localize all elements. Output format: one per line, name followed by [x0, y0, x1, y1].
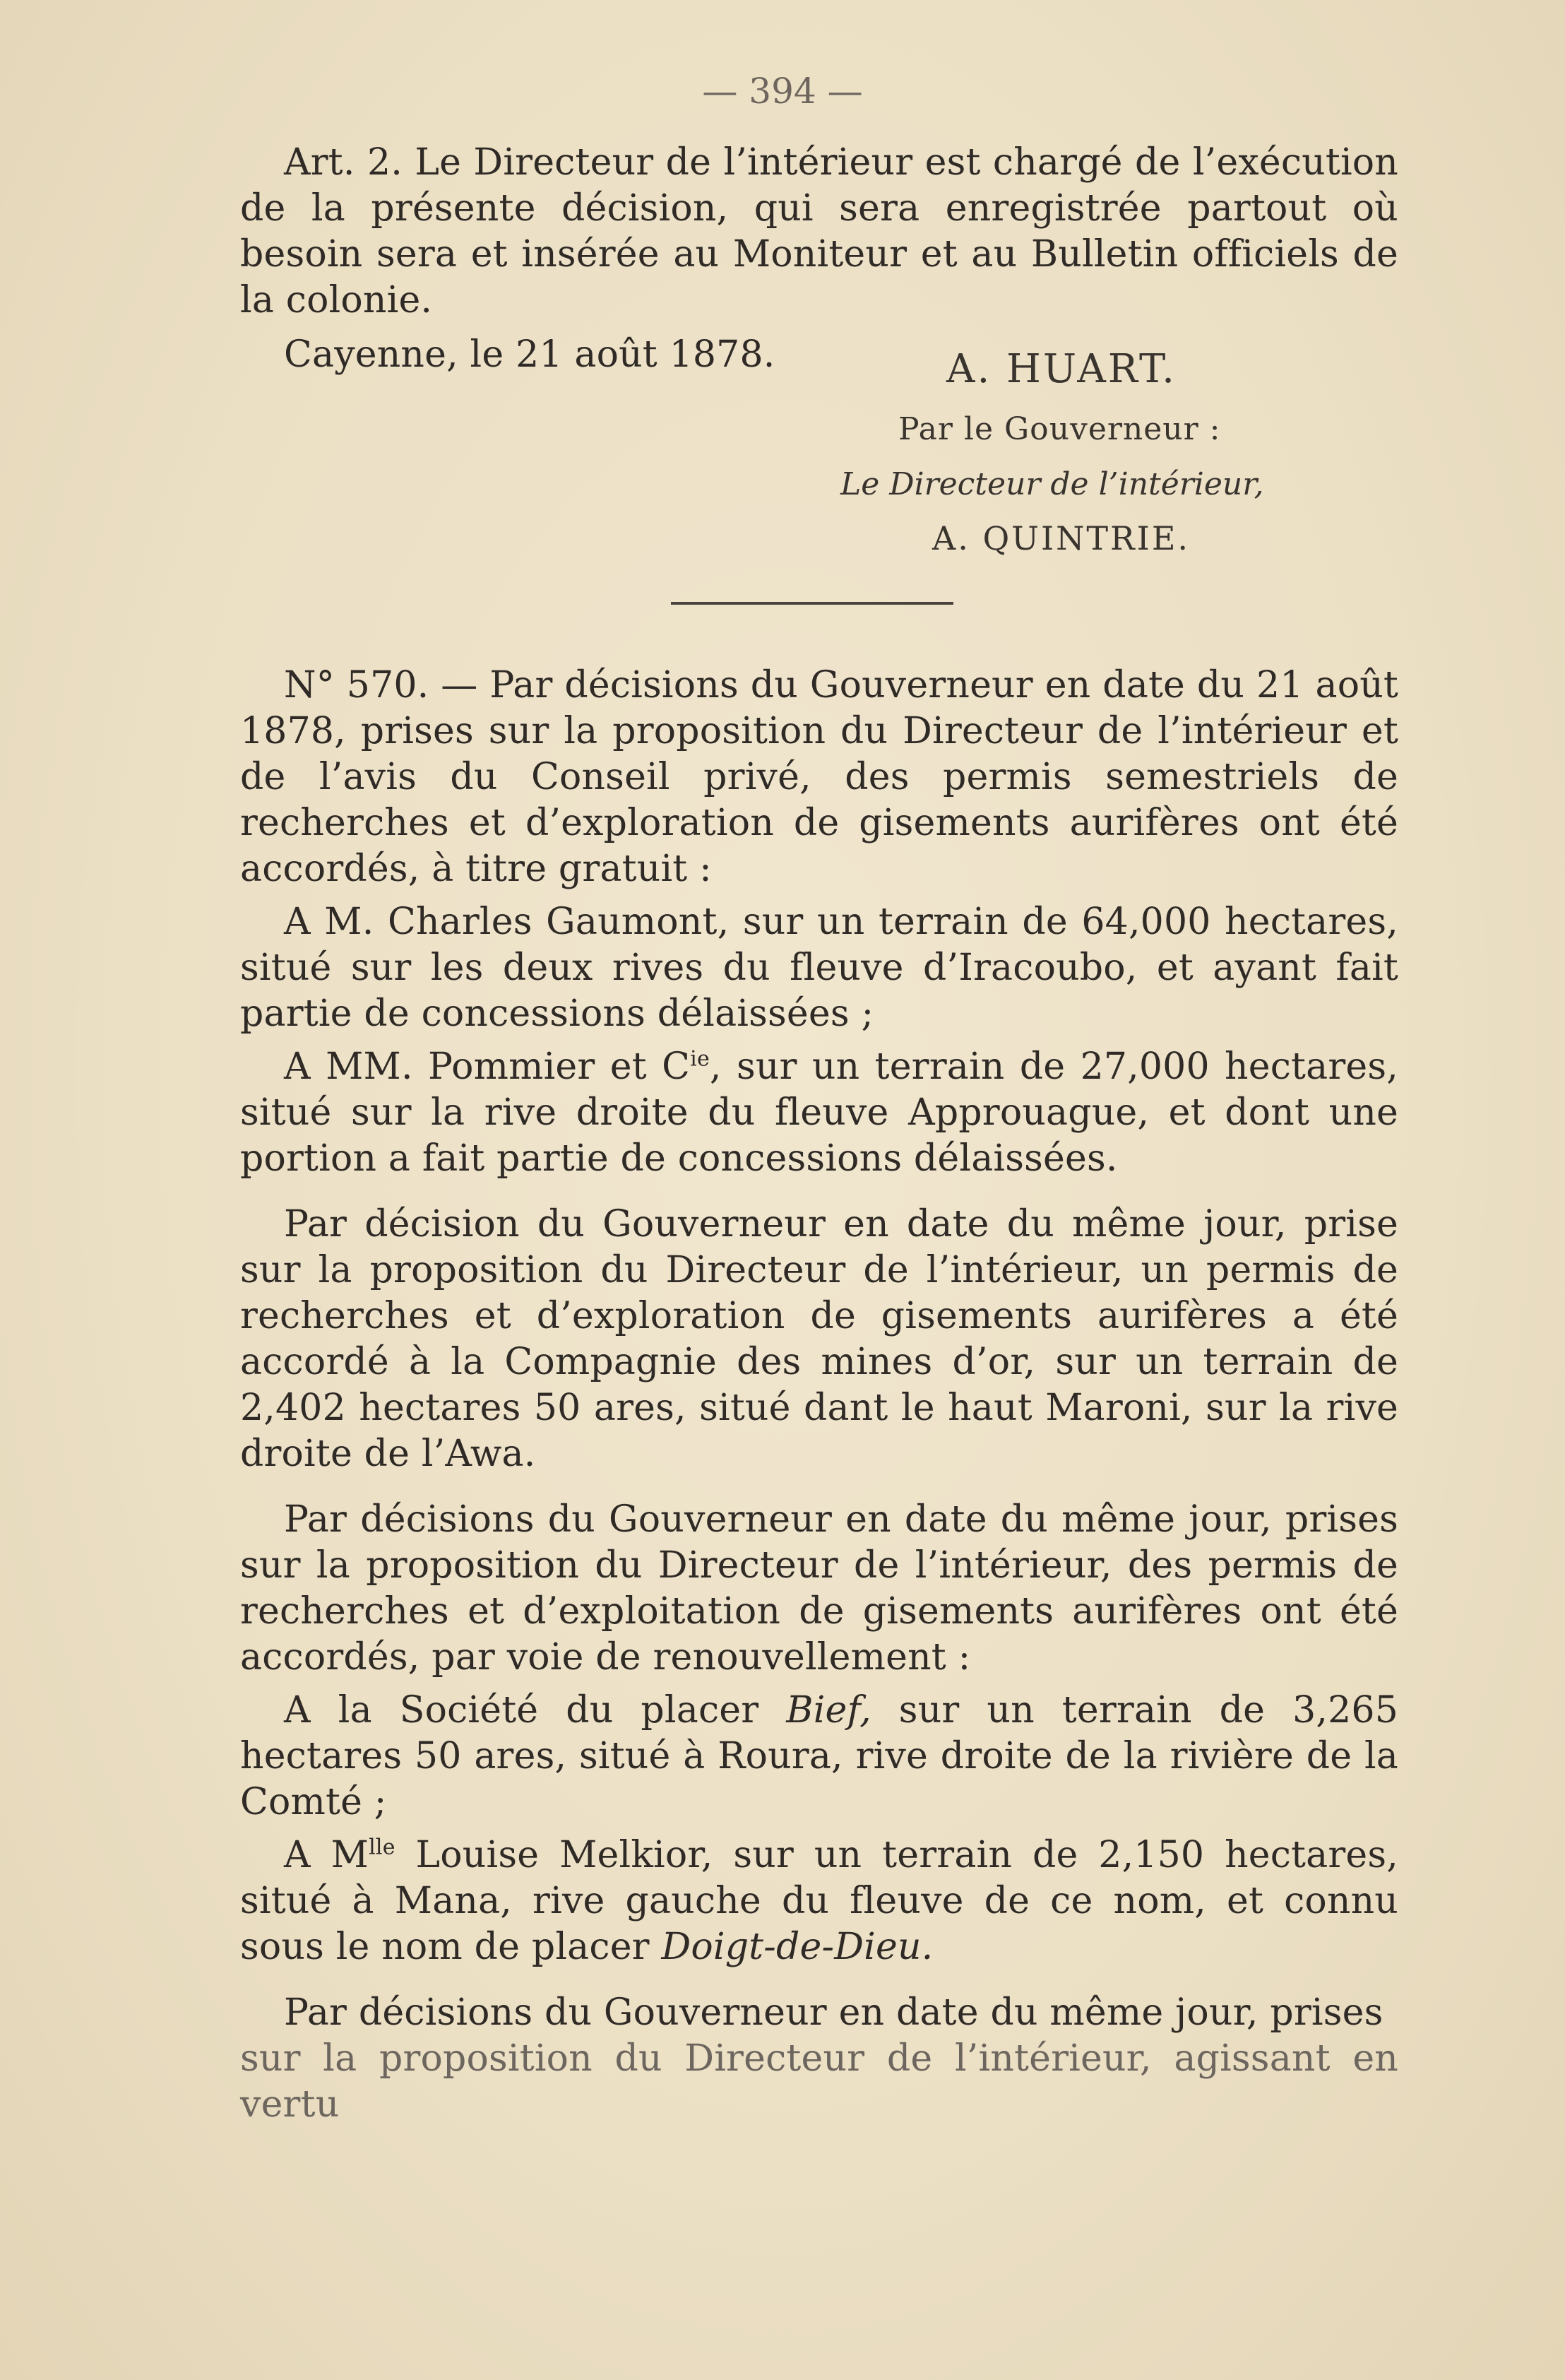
paragraph-pommier: [240, 1044, 1398, 1182]
paragraph-bief-text-b: sur un terrain de 3,265 hectares 50 ares, situé à Roura, rive droite de la rivière de la Comté ;: [240, 1689, 1398, 1823]
paragraph-melkior-text-a: A M: [284, 1834, 369, 1876]
signature-par: Par le Gouverneur :: [898, 411, 1221, 447]
page-number: — 394 —: [702, 71, 863, 112]
paragraph-compagnie: Par décision du Gouverneur en date du même jour, prise sur la proposition du Directeur de l’intérieur, un permis de recherches et d’exploration de gisements aurifères a été accordé à la Compagnie des mines d’or, sur un terrain de 2,402 hectares 50 ares, situé dant le haut Maroni, sur la rive droite de l’Awa.: [240, 1203, 1398, 1475]
paragraph-bief-text-a: A la Société du placer: [284, 1689, 787, 1731]
paragraph-final-line-2: sur la proposition du Directeur de l’intérieur, agissant en vertu: [240, 2037, 1398, 2126]
signature-name: A. HUART.: [946, 346, 1177, 392]
paragraph-gaumont: A M. Charles Gaumont, sur un terrain de 64,000 hectares, situé sur les deux rives du fleuve d’Iracoubo, et ayant fait partie de concessions délaissées ;: [240, 901, 1398, 1035]
paragraph-melkior-text-b: Louise Melkior, sur un terrain de 2,150 hectares, situé à Mana, rive gauche du fleuve de ce nom, et connu sous le nom de placer: [240, 1834, 1399, 1968]
placer-doigt-de-dieu-name: Doigt-de-Dieu.: [661, 1926, 934, 1968]
paragraph-final-line-1: Par décisions du Gouverneur en date du même jour, prises: [284, 1991, 1383, 2034]
art2-paragraph: Art. 2. Le Directeur de l’intérieur est chargé de l’exécution de la présente décision, qui sera enregistrée partout où besoin sera et insérée au Moniteur et au Bulletin officiels de la colonie.: [240, 141, 1398, 321]
placer-bief-name: Bief,: [786, 1689, 871, 1731]
place-date: Cayenne, le 21 août 1878.: [284, 333, 775, 376]
signature-name-2: A. QUINTRIE.: [932, 519, 1191, 557]
paragraph-bief: [240, 1688, 1398, 1825]
paragraph-melkior: [240, 1833, 1398, 1970]
decisions-block: [240, 663, 1398, 2128]
art2-block: [240, 140, 1398, 378]
paragraph-570: N° 570. — Par décisions du Gouverneur en date du 21 août 1878, prises sur la proposition du Directeur de l’intérieur et de l’avis du Conseil privé, des permis semestriels de recherches et d’exploration de gisements aurifères ont été accordés, à titre gratuit :: [240, 664, 1398, 890]
signature-title: Le Directeur de l’intérieur,: [840, 466, 1264, 502]
paragraph-renouvellement: Par décisions du Gouverneur en date du même jour, prises sur la proposition du Directeur de l’intérieur, des permis de recherches et d’exploitation de gisements aurifères ont été accordés, par voie de renouvellement :: [240, 1498, 1398, 1679]
paragraph-pommier-text-a: A MM. Pommier et C: [284, 1046, 691, 1088]
superscript-ie: ie: [690, 1046, 710, 1072]
paragraph-pommier-text-b: , sur un terrain de 27,000 hectares, situé sur la rive droite du fleuve Approuague, et dont une portion a fait partie de concessions délaissées.: [240, 1046, 1398, 1180]
superscript-lle: lle: [369, 1835, 395, 1860]
section-divider: [671, 602, 953, 605]
